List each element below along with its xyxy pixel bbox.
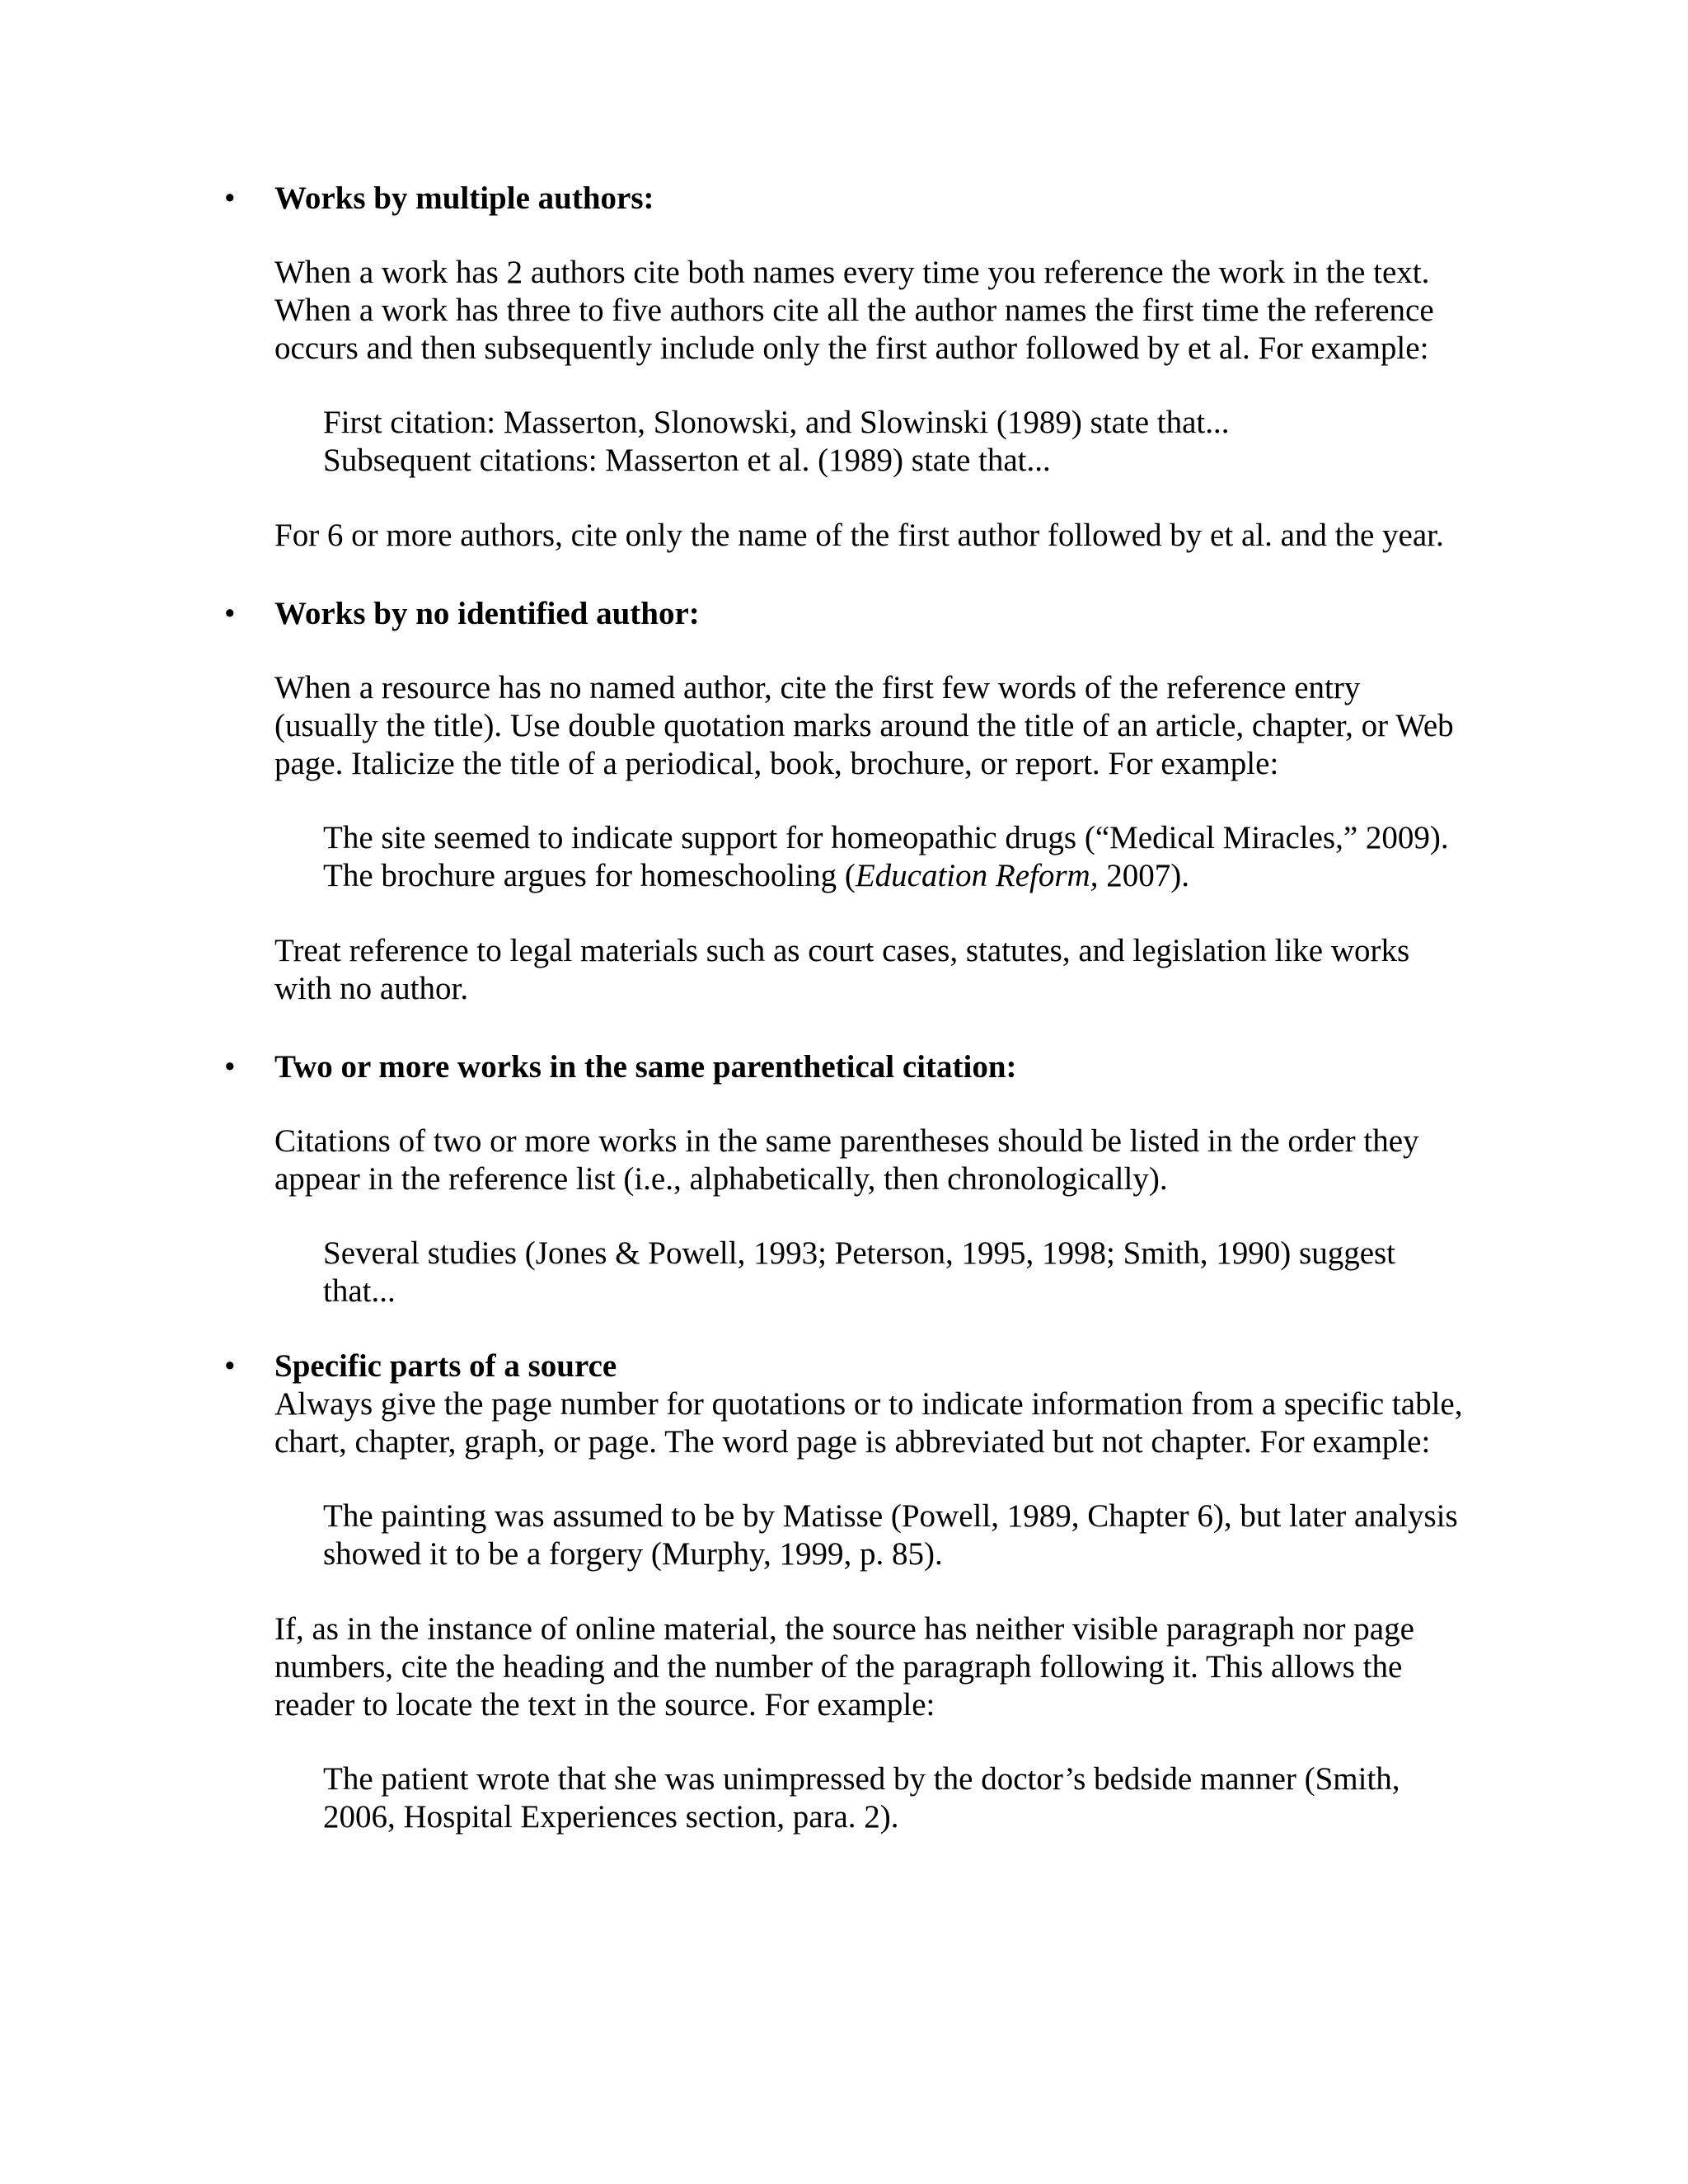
example-text: The brochure argues for homeschooling ( [323,858,856,893]
paragraph-line: chart, chapter, graph, or page. The word page is abbreviated but not chapter. For example: [274,1424,1431,1460]
example-line: that... [323,1273,396,1309]
example-line-italic [323,857,1493,895]
example-block-multiple-works [323,1235,1493,1310]
paragraph-line: reader to locate the text in the source. For example: [274,1687,935,1722]
paragraph-line: Citations of two or more works in the same parentheses should be listed in the order they [274,1123,1419,1159]
example-line: First citation: Masserton, Slonowski, and Slowinski (1989) state that... [323,405,1230,440]
paragraph-line: occurs and then subsequently include only the first author followed by et al. For example: [274,330,1429,366]
example-block-online-material [323,1760,1493,1836]
paragraph-line: When a resource has no named author, cite the first few words of the reference entry [274,670,1361,705]
paragraph-line: When a work has 2 authors cite both names every time you reference the work in the text. [274,255,1430,290]
paragraph-line: with no author. [274,971,469,1006]
paragraph-no-author [274,669,1494,783]
example-line: The painting was assumed to be by Matisse (Powell, 1989, Chapter 6), but later analysis [323,1498,1458,1534]
paragraph-line: Treat reference to legal materials such as court cases, statutes, and legislation like works [274,933,1410,968]
paragraph-line: When a work has three to five authors cite all the author names the first time the reference [274,293,1434,328]
paragraph-online-material [274,1610,1494,1724]
section-heading-multiple-works: Two or more works in the same parenthetical citation: [274,1049,1017,1085]
example-line: showed it to be a forgery (Murphy, 1999, p. 85). [323,1536,943,1572]
bullet-point: • [224,596,236,631]
example-line: 2006, Hospital Experiences section, para. 2). [323,1799,899,1835]
example-text: 2007). [1098,858,1189,893]
paragraph-legal-materials [274,932,1494,1008]
paragraph-line: Always give the page number for quotations or to indicate information from a specific table, [274,1386,1463,1422]
bullet-point: • [224,1049,236,1085]
paragraph-line: For 6 or more authors, cite only the name of the first author followed by et al. and the year. [274,518,1444,553]
section-heading-specific-parts: Specific parts of a source [274,1348,617,1384]
paragraph-multiple-works [274,1122,1494,1198]
example-block-multiple-authors [323,404,1493,480]
example-line: The patient wrote that she was unimpressed by the doctor’s bedside manner (Smith, [323,1761,1400,1797]
paragraph-specific-parts [274,1385,1494,1461]
paragraph-line: (usually the title). Use double quotation marks around the title of an article, chapter, or Web [274,708,1454,743]
paragraph-line: appear in the reference list (i.e., alphabetically, then chronologically). [274,1161,1168,1197]
example-line: Subsequent citations: Masserton et al. (1989) state that... [323,443,1051,478]
paragraph-multiple-authors [274,254,1494,368]
example-line: The site seemed to indicate support for homeopathic drugs (“Medical Miracles,” 2009). [323,820,1449,855]
example-block-specific-parts [323,1497,1493,1573]
paragraph-line: If, as in the instance of online material, the source has neither visible paragraph nor page [274,1611,1414,1647]
example-block-no-author [323,819,1493,895]
example-italic-title: Education Reform, [855,858,1099,893]
paragraph-six-authors [274,517,1494,555]
bullet-point: • [224,1348,236,1384]
paragraph-line: numbers, cite the heading and the number of the paragraph following it. This allows the [274,1649,1403,1685]
bullet-point: • [224,180,236,216]
example-line: Several studies (Jones & Powell, 1993; Peterson, 1995, 1998; Smith, 1990) suggest [323,1235,1396,1271]
paragraph-line: page. Italicize the title of a periodical, book, brochure, or report. For example: [274,746,1279,781]
section-heading-multiple-authors: Works by multiple authors: [274,180,654,216]
section-heading-no-author: Works by no identified author: [274,596,700,631]
